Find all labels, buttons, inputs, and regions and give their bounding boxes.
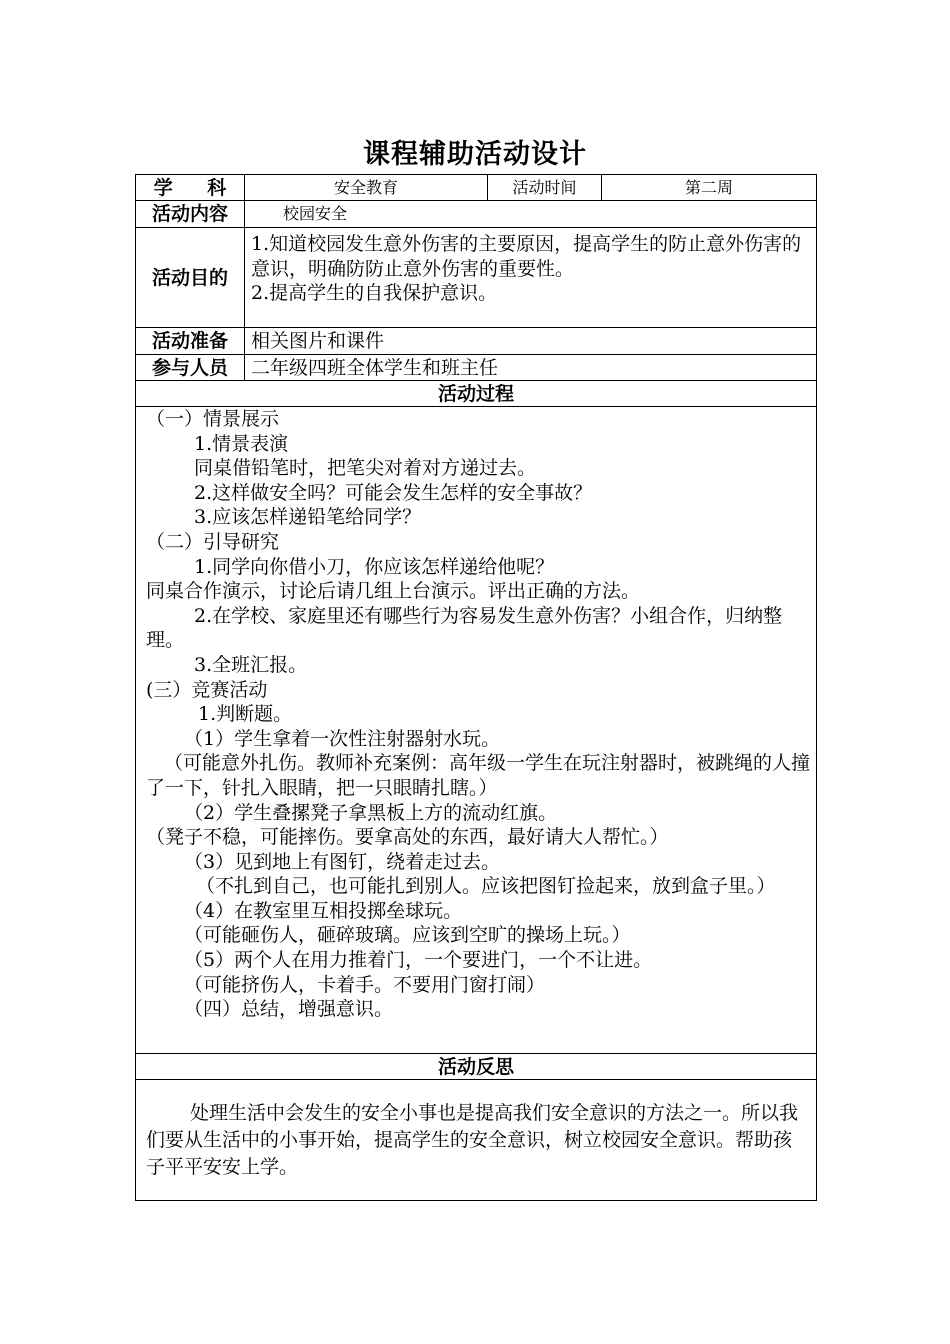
process-line: 3.应该怎样递铅笔给同学？ [194,506,422,529]
reflection-heading: 活动反思 [136,1054,817,1080]
process-line: （凳子不稳，可能摔伤。要拿高处的东西，最好请大人帮忙。） [146,826,669,849]
process-line: （可能挤伤人，卡着手。不要用门窗打闹） [184,973,546,996]
process-heading: 活动过程 [136,381,817,407]
reflection-body [136,1080,817,1201]
subject-value: 安全教育 [245,175,488,201]
process-line: （不扎到自己，也可能扎到别人。应该把图钉捡起来，放到盒子里。） [196,875,776,898]
goal-row [136,228,817,328]
activity-time-label: 活动时间 [488,175,602,201]
process-line: 同桌借铅笔时，把笔尖对着对方递过去。 [194,457,537,480]
process-heading-row [136,381,817,407]
participants-row [136,355,817,381]
prep-label: 活动准备 [136,328,245,355]
prep-value: 相关图片和课件 [245,328,817,355]
page-title: 课程辅助活动设计 [363,139,587,170]
process-line: （1）学生拿着一次性注射器射水玩。 [184,727,501,750]
process-line: （一）情景展示 [146,408,280,430]
process-row [136,407,817,1054]
process-line: （二）引导研究 [146,530,280,553]
process-line: （可能意外扎伤。教师补充案例：高年级一学生在玩注射器时，被跳绳的人撞了一下，针扎入眼睛，把一只眼睛扎瞎。） [146,752,811,799]
content-value: 校园安全 [245,201,817,228]
subject-label: 学 科 [136,175,245,201]
process-line: 2.在学校、家庭里还有哪些行为容易发生意外伤害？小组合作，归纳整理。 [146,604,783,652]
reflection-text: 处理生活中会发生的安全小事也是提高我们安全意识的方法之一。所以我们要从生活中的小事开始，提高学生的安全意识，树立校园安全意识。帮助孩子平平安安上学。 [146,1102,799,1178]
process-line: 1.同学向你借小刀，你应该怎样递给他呢？ [194,555,555,578]
goal-value [245,228,817,328]
process-line: (三）竞赛活动 [146,678,268,701]
process-line: （3）见到地上有图钉，绕着走过去。 [184,850,501,873]
reflection-row [136,1080,817,1201]
process-line: 1.判断题。 [198,703,293,726]
process-line: （可能砸伤人，砸碎玻璃。应该到空旷的操场上玩。） [184,924,631,947]
participants-label: 参与人员 [136,355,245,381]
participants-value: 二年级四班全体学生和班主任 [245,355,817,381]
process-line: （四）总结，增强意识。 [184,998,394,1021]
content-label: 活动内容 [136,201,245,228]
process-line: 1.情景表演 [194,432,289,455]
prep-row [136,328,817,355]
activity-time-value: 第二周 [602,175,817,201]
process-line: 3.全班汇报。 [194,653,308,676]
activity-design-table [135,174,817,1201]
process-line: 2.这样做安全吗？可能会发生怎样的安全事故？ [194,481,593,504]
process-line: （4）在教室里互相投掷垒球玩。 [184,899,463,922]
process-line: 同桌合作演示，讨论后请几组上台演示。评出正确的方法。 [146,580,641,603]
content-row [136,201,817,228]
goal-line: 2.提高学生的自我保护意识。 [251,282,498,304]
reflection-heading-row [136,1054,817,1080]
subject-row [136,175,817,201]
process-line: （5）两个人在用力推着门，一个要进门，一个不让进。 [184,949,653,972]
goal-line: 1.知道校园发生意外伤害的主要原因，提高学生的防止意外伤害的意识，明确防防止意外伤害的重要性。 [251,233,802,280]
process-body [136,407,817,1054]
process-line: （2）学生叠摞凳子拿黑板上方的流动红旗。 [184,801,558,824]
goal-label: 活动目的 [136,228,245,328]
